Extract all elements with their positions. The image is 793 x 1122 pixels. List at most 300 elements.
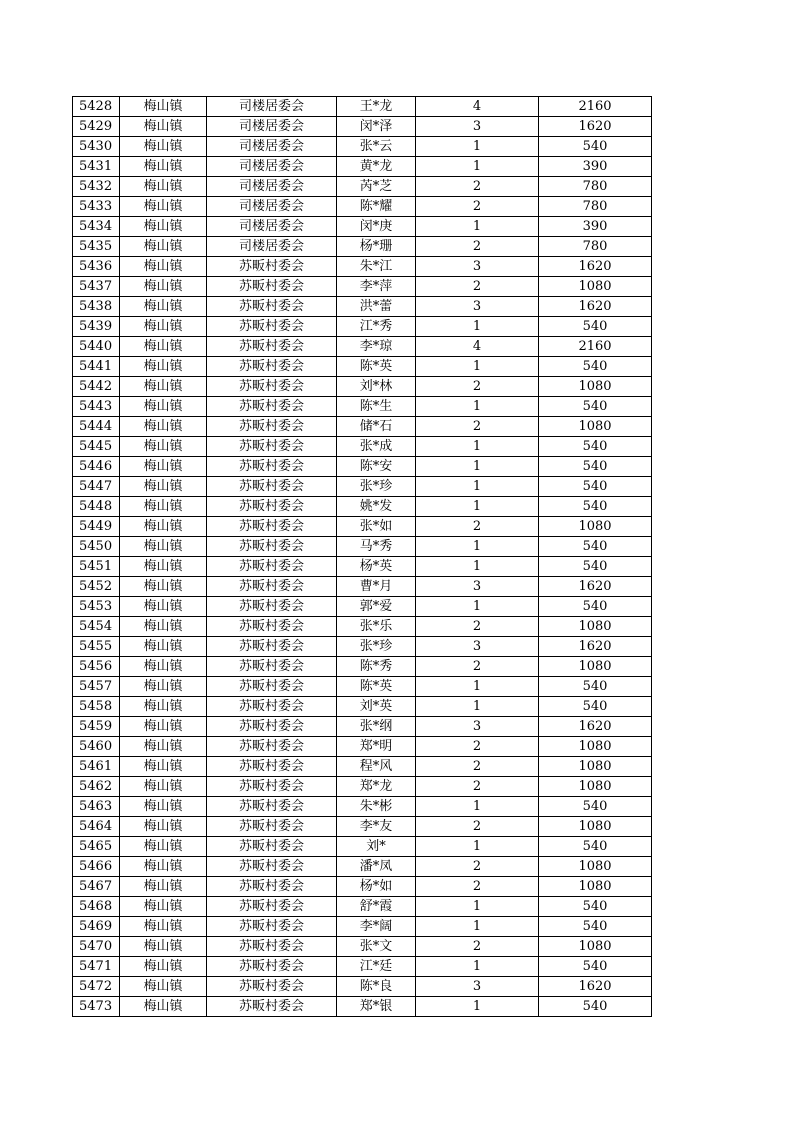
record-id-cell: 5462	[73, 777, 120, 797]
amount-cell: 540	[539, 317, 652, 337]
amount-cell: 540	[539, 797, 652, 817]
town-cell: 梅山镇	[120, 397, 207, 417]
committee-cell: 苏畈村委会	[207, 597, 337, 617]
record-id-cell: 5437	[73, 277, 120, 297]
count-cell: 2	[416, 517, 539, 537]
table-row	[73, 137, 652, 157]
town-cell: 梅山镇	[120, 337, 207, 357]
name-cell: 陈*良	[337, 977, 416, 997]
town-cell: 梅山镇	[120, 177, 207, 197]
committee-cell: 苏畈村委会	[207, 617, 337, 637]
committee-cell: 司楼居委会	[207, 97, 337, 117]
amount-cell: 540	[539, 557, 652, 577]
amount-cell: 540	[539, 357, 652, 377]
amount-cell: 1620	[539, 117, 652, 137]
committee-cell: 苏畈村委会	[207, 577, 337, 597]
record-id-cell: 5471	[73, 957, 120, 977]
table-row	[73, 897, 652, 917]
record-id-cell: 5448	[73, 497, 120, 517]
count-cell: 2	[416, 617, 539, 637]
count-cell: 2	[416, 877, 539, 897]
count-cell: 1	[416, 557, 539, 577]
committee-cell: 苏畈村委会	[207, 697, 337, 717]
town-cell: 梅山镇	[120, 937, 207, 957]
table-row	[73, 457, 652, 477]
town-cell: 梅山镇	[120, 977, 207, 997]
table-row	[73, 317, 652, 337]
name-cell: 马*秀	[337, 537, 416, 557]
amount-cell: 540	[539, 837, 652, 857]
count-cell: 3	[416, 297, 539, 317]
table-row	[73, 577, 652, 597]
name-cell: 刘*林	[337, 377, 416, 397]
record-id-cell: 5433	[73, 197, 120, 217]
name-cell: 陈*英	[337, 357, 416, 377]
count-cell: 1	[416, 897, 539, 917]
table-row	[73, 997, 652, 1017]
town-cell: 梅山镇	[120, 277, 207, 297]
table-row	[73, 297, 652, 317]
amount-cell: 780	[539, 237, 652, 257]
table-row	[73, 797, 652, 817]
record-id-cell: 5442	[73, 377, 120, 397]
amount-cell: 2160	[539, 97, 652, 117]
committee-cell: 司楼居委会	[207, 117, 337, 137]
committee-cell: 司楼居委会	[207, 157, 337, 177]
table-row	[73, 237, 652, 257]
amount-cell: 1620	[539, 297, 652, 317]
count-cell: 2	[416, 277, 539, 297]
town-cell: 梅山镇	[120, 657, 207, 677]
amount-cell: 1080	[539, 757, 652, 777]
count-cell: 3	[416, 577, 539, 597]
committee-cell: 苏畈村委会	[207, 897, 337, 917]
name-cell: 程*风	[337, 757, 416, 777]
committee-cell: 苏畈村委会	[207, 277, 337, 297]
town-cell: 梅山镇	[120, 837, 207, 857]
amount-cell: 540	[539, 537, 652, 557]
town-cell: 梅山镇	[120, 497, 207, 517]
table-body	[73, 97, 652, 1017]
committee-cell: 苏畈村委会	[207, 437, 337, 457]
amount-cell: 540	[539, 497, 652, 517]
amount-cell: 1620	[539, 577, 652, 597]
count-cell: 1	[416, 357, 539, 377]
table-row	[73, 817, 652, 837]
record-id-cell: 5466	[73, 857, 120, 877]
amount-cell: 1080	[539, 737, 652, 757]
name-cell: 李*阔	[337, 917, 416, 937]
table-row	[73, 497, 652, 517]
table-row	[73, 257, 652, 277]
amount-cell: 780	[539, 177, 652, 197]
table-row	[73, 537, 652, 557]
name-cell: 刘*	[337, 837, 416, 857]
name-cell: 朱*彬	[337, 797, 416, 817]
count-cell: 1	[416, 697, 539, 717]
committee-cell: 苏畈村委会	[207, 557, 337, 577]
name-cell: 张*珍	[337, 477, 416, 497]
table-row	[73, 777, 652, 797]
count-cell: 3	[416, 637, 539, 657]
name-cell: 储*石	[337, 417, 416, 437]
record-id-cell: 5446	[73, 457, 120, 477]
committee-cell: 司楼居委会	[207, 197, 337, 217]
table-row	[73, 737, 652, 757]
record-id-cell: 5473	[73, 997, 120, 1017]
committee-cell: 苏畈村委会	[207, 637, 337, 657]
amount-cell: 540	[539, 477, 652, 497]
table-row	[73, 277, 652, 297]
name-cell: 郑*银	[337, 997, 416, 1017]
committee-cell: 苏畈村委会	[207, 657, 337, 677]
record-id-cell: 5435	[73, 237, 120, 257]
committee-cell: 苏畈村委会	[207, 337, 337, 357]
count-cell: 2	[416, 417, 539, 437]
name-cell: 张*如	[337, 517, 416, 537]
town-cell: 梅山镇	[120, 317, 207, 337]
record-id-cell: 5452	[73, 577, 120, 597]
record-id-cell: 5441	[73, 357, 120, 377]
amount-cell: 1080	[539, 817, 652, 837]
town-cell: 梅山镇	[120, 257, 207, 277]
town-cell: 梅山镇	[120, 817, 207, 837]
name-cell: 芮*芝	[337, 177, 416, 197]
table-row	[73, 97, 652, 117]
amount-cell: 390	[539, 157, 652, 177]
amount-cell: 1080	[539, 937, 652, 957]
town-cell: 梅山镇	[120, 217, 207, 237]
table-row	[73, 197, 652, 217]
table-row	[73, 697, 652, 717]
committee-cell: 苏畈村委会	[207, 977, 337, 997]
name-cell: 杨*英	[337, 557, 416, 577]
committee-cell: 苏畈村委会	[207, 497, 337, 517]
committee-cell: 苏畈村委会	[207, 997, 337, 1017]
table-row	[73, 177, 652, 197]
record-id-cell: 5451	[73, 557, 120, 577]
count-cell: 2	[416, 857, 539, 877]
table-row	[73, 937, 652, 957]
count-cell: 2	[416, 237, 539, 257]
name-cell: 潘*凤	[337, 857, 416, 877]
amount-cell: 2160	[539, 337, 652, 357]
name-cell: 曹*月	[337, 577, 416, 597]
record-id-cell: 5457	[73, 677, 120, 697]
table-row	[73, 397, 652, 417]
town-cell: 梅山镇	[120, 377, 207, 397]
town-cell: 梅山镇	[120, 777, 207, 797]
town-cell: 梅山镇	[120, 237, 207, 257]
count-cell: 1	[416, 997, 539, 1017]
amount-cell: 1080	[539, 417, 652, 437]
record-id-cell: 5454	[73, 617, 120, 637]
committee-cell: 司楼居委会	[207, 237, 337, 257]
table-row	[73, 217, 652, 237]
town-cell: 梅山镇	[120, 97, 207, 117]
record-id-cell: 5428	[73, 97, 120, 117]
record-id-cell: 5432	[73, 177, 120, 197]
name-cell: 杨*如	[337, 877, 416, 897]
amount-cell: 1080	[539, 617, 652, 637]
name-cell: 郑*明	[337, 737, 416, 757]
amount-cell: 540	[539, 397, 652, 417]
name-cell: 李*琼	[337, 337, 416, 357]
amount-cell: 780	[539, 197, 652, 217]
count-cell: 2	[416, 777, 539, 797]
town-cell: 梅山镇	[120, 357, 207, 377]
committee-cell: 苏畈村委会	[207, 297, 337, 317]
committee-cell: 苏畈村委会	[207, 677, 337, 697]
amount-cell: 1080	[539, 777, 652, 797]
amount-cell: 1620	[539, 717, 652, 737]
town-cell: 梅山镇	[120, 797, 207, 817]
table-row	[73, 857, 652, 877]
committee-cell: 苏畈村委会	[207, 817, 337, 837]
town-cell: 梅山镇	[120, 897, 207, 917]
table-row	[73, 437, 652, 457]
record-id-cell: 5430	[73, 137, 120, 157]
record-id-cell: 5449	[73, 517, 120, 537]
record-id-cell: 5443	[73, 397, 120, 417]
record-id-cell: 5469	[73, 917, 120, 937]
town-cell: 梅山镇	[120, 997, 207, 1017]
committee-cell: 苏畈村委会	[207, 837, 337, 857]
count-cell: 2	[416, 377, 539, 397]
town-cell: 梅山镇	[120, 457, 207, 477]
table-row	[73, 117, 652, 137]
table-row	[73, 977, 652, 997]
committee-cell: 苏畈村委会	[207, 797, 337, 817]
table-row	[73, 157, 652, 177]
count-cell: 1	[416, 397, 539, 417]
amount-cell: 540	[539, 957, 652, 977]
name-cell: 郑*龙	[337, 777, 416, 797]
table-row	[73, 517, 652, 537]
count-cell: 4	[416, 97, 539, 117]
count-cell: 2	[416, 197, 539, 217]
count-cell: 2	[416, 937, 539, 957]
town-cell: 梅山镇	[120, 717, 207, 737]
record-id-cell: 5455	[73, 637, 120, 657]
name-cell: 刘*英	[337, 697, 416, 717]
committee-cell: 苏畈村委会	[207, 777, 337, 797]
name-cell: 洪*蕾	[337, 297, 416, 317]
count-cell: 1	[416, 537, 539, 557]
name-cell: 李*萍	[337, 277, 416, 297]
committee-cell: 苏畈村委会	[207, 457, 337, 477]
town-cell: 梅山镇	[120, 117, 207, 137]
name-cell: 张*乐	[337, 617, 416, 637]
record-id-cell: 5472	[73, 977, 120, 997]
name-cell: 王*龙	[337, 97, 416, 117]
town-cell: 梅山镇	[120, 677, 207, 697]
town-cell: 梅山镇	[120, 297, 207, 317]
committee-cell: 苏畈村委会	[207, 257, 337, 277]
table-row	[73, 357, 652, 377]
committee-cell: 苏畈村委会	[207, 757, 337, 777]
committee-cell: 苏畈村委会	[207, 477, 337, 497]
table-row	[73, 337, 652, 357]
town-cell: 梅山镇	[120, 637, 207, 657]
record-id-cell: 5434	[73, 217, 120, 237]
record-id-cell: 5447	[73, 477, 120, 497]
committee-cell: 苏畈村委会	[207, 737, 337, 757]
record-id-cell: 5467	[73, 877, 120, 897]
amount-cell: 540	[539, 677, 652, 697]
table-row	[73, 957, 652, 977]
count-cell: 1	[416, 597, 539, 617]
name-cell: 黄*龙	[337, 157, 416, 177]
record-id-cell: 5444	[73, 417, 120, 437]
name-cell: 张*文	[337, 937, 416, 957]
count-cell: 3	[416, 257, 539, 277]
committee-cell: 司楼居委会	[207, 137, 337, 157]
table-row	[73, 597, 652, 617]
town-cell: 梅山镇	[120, 757, 207, 777]
amount-cell: 1620	[539, 637, 652, 657]
amount-cell: 1080	[539, 657, 652, 677]
record-id-cell: 5440	[73, 337, 120, 357]
committee-cell: 苏畈村委会	[207, 317, 337, 337]
record-id-cell: 5459	[73, 717, 120, 737]
committee-cell: 苏畈村委会	[207, 417, 337, 437]
name-cell: 江*廷	[337, 957, 416, 977]
name-cell: 杨*珊	[337, 237, 416, 257]
town-cell: 梅山镇	[120, 617, 207, 637]
amount-cell: 540	[539, 697, 652, 717]
record-id-cell: 5463	[73, 797, 120, 817]
committee-cell: 苏畈村委会	[207, 957, 337, 977]
town-cell: 梅山镇	[120, 737, 207, 757]
amount-cell: 540	[539, 457, 652, 477]
town-cell: 梅山镇	[120, 197, 207, 217]
count-cell: 1	[416, 437, 539, 457]
town-cell: 梅山镇	[120, 857, 207, 877]
count-cell: 1	[416, 137, 539, 157]
town-cell: 梅山镇	[120, 537, 207, 557]
count-cell: 1	[416, 477, 539, 497]
town-cell: 梅山镇	[120, 417, 207, 437]
table-row	[73, 877, 652, 897]
record-id-cell: 5465	[73, 837, 120, 857]
table-row	[73, 637, 652, 657]
name-cell: 陈*耀	[337, 197, 416, 217]
town-cell: 梅山镇	[120, 877, 207, 897]
town-cell: 梅山镇	[120, 917, 207, 937]
name-cell: 江*秀	[337, 317, 416, 337]
committee-cell: 苏畈村委会	[207, 717, 337, 737]
count-cell: 3	[416, 977, 539, 997]
record-id-cell: 5461	[73, 757, 120, 777]
record-id-cell: 5439	[73, 317, 120, 337]
count-cell: 1	[416, 497, 539, 517]
committee-cell: 苏畈村委会	[207, 877, 337, 897]
name-cell: 陈*秀	[337, 657, 416, 677]
name-cell: 舒*霞	[337, 897, 416, 917]
data-table	[72, 96, 652, 1017]
record-id-cell: 5468	[73, 897, 120, 917]
name-cell: 郭*爱	[337, 597, 416, 617]
town-cell: 梅山镇	[120, 597, 207, 617]
amount-cell: 1080	[539, 377, 652, 397]
town-cell: 梅山镇	[120, 557, 207, 577]
name-cell: 张*纲	[337, 717, 416, 737]
town-cell: 梅山镇	[120, 697, 207, 717]
amount-cell: 1080	[539, 277, 652, 297]
amount-cell: 540	[539, 137, 652, 157]
count-cell: 2	[416, 657, 539, 677]
amount-cell: 1620	[539, 977, 652, 997]
committee-cell: 苏畈村委会	[207, 917, 337, 937]
amount-cell: 1080	[539, 517, 652, 537]
committee-cell: 苏畈村委会	[207, 517, 337, 537]
count-cell: 1	[416, 217, 539, 237]
town-cell: 梅山镇	[120, 137, 207, 157]
amount-cell: 1080	[539, 877, 652, 897]
committee-cell: 苏畈村委会	[207, 357, 337, 377]
record-id-cell: 5450	[73, 537, 120, 557]
town-cell: 梅山镇	[120, 477, 207, 497]
name-cell: 陈*英	[337, 677, 416, 697]
count-cell: 1	[416, 157, 539, 177]
record-id-cell: 5456	[73, 657, 120, 677]
table-row	[73, 477, 652, 497]
committee-cell: 苏畈村委会	[207, 857, 337, 877]
table-row	[73, 657, 652, 677]
count-cell: 2	[416, 817, 539, 837]
town-cell: 梅山镇	[120, 437, 207, 457]
count-cell: 1	[416, 797, 539, 817]
count-cell: 1	[416, 677, 539, 697]
record-id-cell: 5429	[73, 117, 120, 137]
table-row	[73, 677, 652, 697]
record-id-cell: 5458	[73, 697, 120, 717]
town-cell: 梅山镇	[120, 157, 207, 177]
amount-cell: 540	[539, 917, 652, 937]
amount-cell: 1620	[539, 257, 652, 277]
committee-cell: 苏畈村委会	[207, 937, 337, 957]
table-row	[73, 557, 652, 577]
table-row	[73, 837, 652, 857]
count-cell: 2	[416, 177, 539, 197]
committee-cell: 司楼居委会	[207, 217, 337, 237]
committee-cell: 司楼居委会	[207, 177, 337, 197]
name-cell: 张*成	[337, 437, 416, 457]
count-cell: 1	[416, 917, 539, 937]
record-id-cell: 5460	[73, 737, 120, 757]
name-cell: 闵*庚	[337, 217, 416, 237]
count-cell: 2	[416, 757, 539, 777]
table-row	[73, 377, 652, 397]
count-cell: 1	[416, 837, 539, 857]
count-cell: 3	[416, 117, 539, 137]
record-id-cell: 5453	[73, 597, 120, 617]
amount-cell: 390	[539, 217, 652, 237]
table-row	[73, 717, 652, 737]
record-id-cell: 5464	[73, 817, 120, 837]
town-cell: 梅山镇	[120, 577, 207, 597]
name-cell: 张*珍	[337, 637, 416, 657]
town-cell: 梅山镇	[120, 957, 207, 977]
name-cell: 陈*安	[337, 457, 416, 477]
name-cell: 李*友	[337, 817, 416, 837]
count-cell: 1	[416, 957, 539, 977]
name-cell: 朱*江	[337, 257, 416, 277]
name-cell: 陈*生	[337, 397, 416, 417]
name-cell: 闵*泽	[337, 117, 416, 137]
name-cell: 张*云	[337, 137, 416, 157]
